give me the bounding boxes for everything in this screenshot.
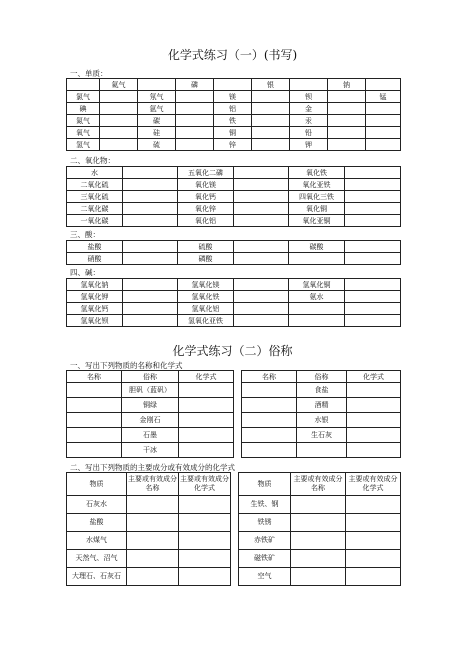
table-cell — [123, 203, 178, 215]
table-header-cell: 化学式 — [179, 371, 234, 383]
table-cell: 生铁、钢 — [239, 496, 291, 514]
table-cell — [179, 532, 231, 550]
oxides-table — [66, 166, 401, 227]
table-cell — [346, 532, 401, 550]
table-cell — [252, 103, 290, 115]
table-cell — [234, 291, 289, 303]
table-cell: 食盐 — [297, 383, 347, 398]
table-cell — [67, 428, 122, 443]
table-cell — [328, 91, 366, 103]
table-cell: 碘 — [67, 103, 100, 115]
table-cell: 碳 — [138, 115, 176, 127]
table-cell — [234, 253, 289, 265]
table-row — [67, 139, 401, 151]
table-header-cell: 名称 — [67, 371, 122, 383]
table-cell — [345, 303, 401, 315]
table-cell — [328, 103, 366, 115]
table-cell: 汞 — [290, 115, 328, 127]
table-cell: 胆矾（蓝矾） — [122, 383, 179, 398]
table-cell — [234, 203, 289, 215]
column-gap — [231, 496, 239, 514]
table-cell — [347, 428, 401, 443]
table-cell: 氧化锌 — [178, 203, 234, 215]
table-row — [67, 279, 401, 291]
table-cell — [100, 91, 138, 103]
table-cell — [347, 413, 401, 428]
table-cell — [234, 303, 289, 315]
column-gap — [231, 568, 239, 586]
table-row — [67, 191, 401, 203]
table-cell — [100, 115, 138, 127]
table-cell: 铜 — [214, 127, 252, 139]
table-cell: 氢氧化亚铁 — [178, 315, 234, 327]
table-cell: 石墨 — [122, 428, 179, 443]
table-cell: 铜绿 — [122, 398, 179, 413]
table-header-cell: 名称 — [242, 371, 297, 383]
table-cell: 硫酸 — [178, 241, 234, 253]
elements-table — [66, 78, 401, 151]
table-cell — [234, 279, 289, 291]
column-gap — [234, 428, 242, 443]
table-cell: 氢氧化钠 — [67, 279, 123, 291]
table-cell — [234, 241, 289, 253]
table-cell — [67, 383, 122, 398]
table-cell: 氢氧化钙 — [67, 303, 123, 315]
table-cell — [127, 532, 179, 550]
table-cell — [328, 127, 366, 139]
table-cell — [289, 303, 345, 315]
table-cell — [252, 115, 290, 127]
column-gap — [234, 398, 242, 413]
table-cell — [179, 383, 234, 398]
table-cell: 五氧化二磷 — [178, 167, 234, 179]
table-cell — [123, 303, 178, 315]
table-cell — [176, 91, 214, 103]
table-cell: 盐酸 — [67, 241, 123, 253]
table-cell — [127, 514, 179, 532]
table-cell — [123, 215, 178, 227]
table-cell — [234, 191, 289, 203]
section-common-names-heading: 一、写出下列物质的名称和化学式 — [70, 361, 183, 370]
table-cell — [289, 253, 345, 265]
section-acids-heading: 三、酸： — [70, 230, 100, 239]
table-cell — [289, 315, 345, 327]
table-row — [67, 241, 401, 253]
table-cell: 氩气 — [138, 103, 176, 115]
table-cell: 生石灰 — [297, 428, 347, 443]
table-cell — [179, 514, 231, 532]
table-cell — [347, 443, 401, 458]
table-cell: 三氧化硫 — [67, 191, 123, 203]
table-row — [67, 303, 401, 315]
table-row — [67, 127, 401, 139]
table-cell: 空气 — [239, 568, 291, 586]
table-cell: 铁锈 — [239, 514, 291, 532]
table-cell — [123, 315, 178, 327]
table-cell — [176, 115, 214, 127]
table-cell — [345, 253, 401, 265]
table-header-cell: 物质 — [67, 473, 127, 496]
table-row — [67, 532, 401, 550]
column-gap — [231, 550, 239, 568]
table-cell: 一氧化碳 — [67, 215, 123, 227]
table-cell: 锌 — [214, 139, 252, 151]
table-cell: 磷酸 — [178, 253, 234, 265]
table-header-row — [67, 473, 401, 496]
table-cell — [345, 203, 401, 215]
table-cell — [242, 413, 297, 428]
column-gap — [234, 413, 242, 428]
table-cell — [234, 315, 289, 327]
table-cell: 氧化铁 — [289, 167, 345, 179]
table-header-cell: 主要或有效成分名称 — [127, 473, 179, 496]
table-cell: 石灰水 — [67, 496, 127, 514]
table-cell — [290, 79, 328, 91]
table-cell: 氧化铜 — [289, 203, 345, 215]
table-cell — [291, 496, 346, 514]
column-gap — [234, 383, 242, 398]
table-cell — [328, 139, 366, 151]
table-cell — [366, 115, 401, 127]
table-row — [67, 91, 401, 103]
table-cell — [67, 79, 100, 91]
table-cell: 氢氧化铝 — [178, 303, 234, 315]
table-cell — [291, 514, 346, 532]
table-cell: 硝酸 — [67, 253, 123, 265]
table-cell: 二氧化碳 — [67, 203, 123, 215]
table-row — [67, 443, 401, 458]
table-row — [67, 103, 401, 115]
table-cell: 氯气 — [67, 91, 100, 103]
table-row — [67, 253, 401, 265]
table-cell — [123, 253, 178, 265]
table-cell: 水 — [67, 167, 123, 179]
table-row — [67, 383, 401, 398]
table-cell: 盐酸 — [67, 514, 127, 532]
table-cell — [67, 398, 122, 413]
section-bases-heading: 四、碱： — [70, 268, 100, 277]
table-cell — [100, 127, 138, 139]
table-cell — [366, 139, 401, 151]
table-cell: 氧化亚铁 — [289, 179, 345, 191]
table-cell — [346, 514, 401, 532]
acids-table — [66, 240, 401, 265]
table-cell — [127, 568, 179, 586]
table-cell — [179, 568, 231, 586]
table-cell — [345, 167, 401, 179]
table-cell: 硫 — [138, 139, 176, 151]
table-cell — [176, 127, 214, 139]
table-cell — [242, 383, 297, 398]
components-table — [66, 472, 401, 586]
table-cell — [252, 139, 290, 151]
table-cell: 氧化钙 — [178, 191, 234, 203]
table-cell — [345, 191, 401, 203]
table-cell: 氢氧化钡 — [67, 315, 123, 327]
section-components-heading: 二、写出下列物质的主要成分或有效成分的化学式 — [70, 463, 235, 472]
table-row — [67, 496, 401, 514]
table-cell: 二氧化硫 — [67, 179, 123, 191]
table-cell — [127, 496, 179, 514]
table-cell — [345, 241, 401, 253]
table-cell — [123, 167, 178, 179]
column-gap — [234, 443, 242, 458]
table-cell — [176, 103, 214, 115]
table-header-cell: 化学式 — [347, 371, 401, 383]
table-row — [67, 568, 401, 586]
table-cell — [291, 532, 346, 550]
table-cell — [100, 139, 138, 151]
table-cell — [234, 167, 289, 179]
table-cell: 镁 — [214, 91, 252, 103]
table-cell: 银 — [252, 79, 290, 91]
table-cell: 磁铁矿 — [239, 550, 291, 568]
table-cell: 金 — [290, 103, 328, 115]
column-gap — [231, 514, 239, 532]
table-cell — [234, 215, 289, 227]
table-cell: 金刚石 — [122, 413, 179, 428]
table-row — [67, 315, 401, 327]
table-cell: 水煤气 — [67, 532, 127, 550]
table-cell: 氮气 — [67, 115, 100, 127]
table-row — [67, 413, 401, 428]
table-cell: 磷 — [176, 79, 214, 91]
table-row — [67, 550, 401, 568]
table-cell: 钾 — [290, 139, 328, 151]
table-cell: 氧化铝 — [178, 215, 234, 227]
page-title-2: 化学式练习（二）俗称 — [172, 344, 293, 358]
table-cell: 氖气 — [138, 91, 176, 103]
table-cell — [346, 550, 401, 568]
table-cell — [345, 291, 401, 303]
table-cell: 赤铁矿 — [239, 532, 291, 550]
table-cell — [179, 398, 234, 413]
table-cell — [138, 79, 176, 91]
table-cell — [176, 139, 214, 151]
table-cell — [179, 413, 234, 428]
table-cell — [291, 568, 346, 586]
table-cell: 干冰 — [122, 443, 179, 458]
table-cell — [100, 103, 138, 115]
table-cell: 氧化镁 — [178, 179, 234, 191]
table-cell — [366, 79, 401, 91]
table-cell: 锰 — [366, 91, 401, 103]
table-header-cell: 俗称 — [297, 371, 347, 383]
table-cell — [366, 103, 401, 115]
table-row — [67, 115, 401, 127]
table-cell — [366, 127, 401, 139]
table-row — [67, 514, 401, 532]
table-cell — [214, 79, 252, 91]
table-row — [67, 203, 401, 215]
table-cell — [123, 291, 178, 303]
table-cell: 铁 — [214, 115, 252, 127]
table-cell — [123, 191, 178, 203]
table-cell — [179, 496, 231, 514]
common-names-table — [66, 370, 401, 458]
page-title-1: 化学式练习（一）(书写) — [167, 48, 298, 62]
table-cell — [346, 496, 401, 514]
bases-table — [66, 278, 401, 327]
table-cell: 氢气 — [67, 139, 100, 151]
table-cell: 酒精 — [297, 398, 347, 413]
table-cell: 氢氧化铜 — [289, 279, 345, 291]
table-header-cell: 主要或有效成分化学式 — [346, 473, 401, 496]
table-cell — [297, 443, 347, 458]
table-cell — [234, 179, 289, 191]
table-cell — [345, 179, 401, 191]
table-cell: 钡 — [290, 91, 328, 103]
table-cell — [123, 179, 178, 191]
table-cell: 氦气 — [100, 79, 138, 91]
table-cell — [252, 91, 290, 103]
table-cell: 铅 — [290, 127, 328, 139]
column-gap — [231, 532, 239, 550]
table-cell — [123, 279, 178, 291]
table-cell — [242, 398, 297, 413]
table-cell: 氢氧化镁 — [178, 279, 234, 291]
section-oxides-heading: 二、氧化物： — [70, 156, 115, 165]
table-cell — [291, 550, 346, 568]
table-cell: 大理石、石灰石 — [67, 568, 127, 586]
table-row — [67, 179, 401, 191]
table-cell — [242, 443, 297, 458]
table-cell — [179, 428, 234, 443]
table-cell — [67, 413, 122, 428]
table-cell: 水银 — [297, 413, 347, 428]
table-header-row — [67, 371, 401, 383]
table-cell — [345, 215, 401, 227]
table-cell — [123, 241, 178, 253]
table-cell — [328, 115, 366, 127]
table-cell: 天然气、沼气 — [67, 550, 127, 568]
column-gap — [234, 371, 242, 383]
table-cell: 四氧化三铁 — [289, 191, 345, 203]
table-header-cell: 物质 — [239, 473, 291, 496]
table-cell — [345, 315, 401, 327]
table-cell — [252, 127, 290, 139]
table-cell: 氢氧化钾 — [67, 291, 123, 303]
section-elements-heading: 一、单质： — [70, 69, 108, 78]
table-cell: 氧化亚铜 — [289, 215, 345, 227]
table-header-cell: 主要或有效成分名称 — [291, 473, 346, 496]
table-cell — [347, 383, 401, 398]
table-cell: 氢氧化铁 — [178, 291, 234, 303]
table-cell — [179, 550, 231, 568]
table-cell — [347, 398, 401, 413]
table-row — [67, 428, 401, 443]
table-header-cell: 主要或有效成分化学式 — [179, 473, 231, 496]
table-cell: 氨水 — [289, 291, 345, 303]
table-cell — [179, 443, 234, 458]
table-row — [67, 291, 401, 303]
table-row — [67, 79, 401, 91]
table-row — [67, 167, 401, 179]
table-header-cell: 俗称 — [122, 371, 179, 383]
table-cell: 碳酸 — [289, 241, 345, 253]
table-cell — [346, 568, 401, 586]
table-cell: 铝 — [214, 103, 252, 115]
table-cell: 氧气 — [67, 127, 100, 139]
table-cell — [67, 443, 122, 458]
table-cell — [127, 550, 179, 568]
table-cell: 硅 — [138, 127, 176, 139]
table-row — [67, 215, 401, 227]
column-gap — [231, 473, 239, 496]
table-cell: 钠 — [328, 79, 366, 91]
table-cell — [242, 428, 297, 443]
table-cell — [345, 279, 401, 291]
table-row — [67, 398, 401, 413]
